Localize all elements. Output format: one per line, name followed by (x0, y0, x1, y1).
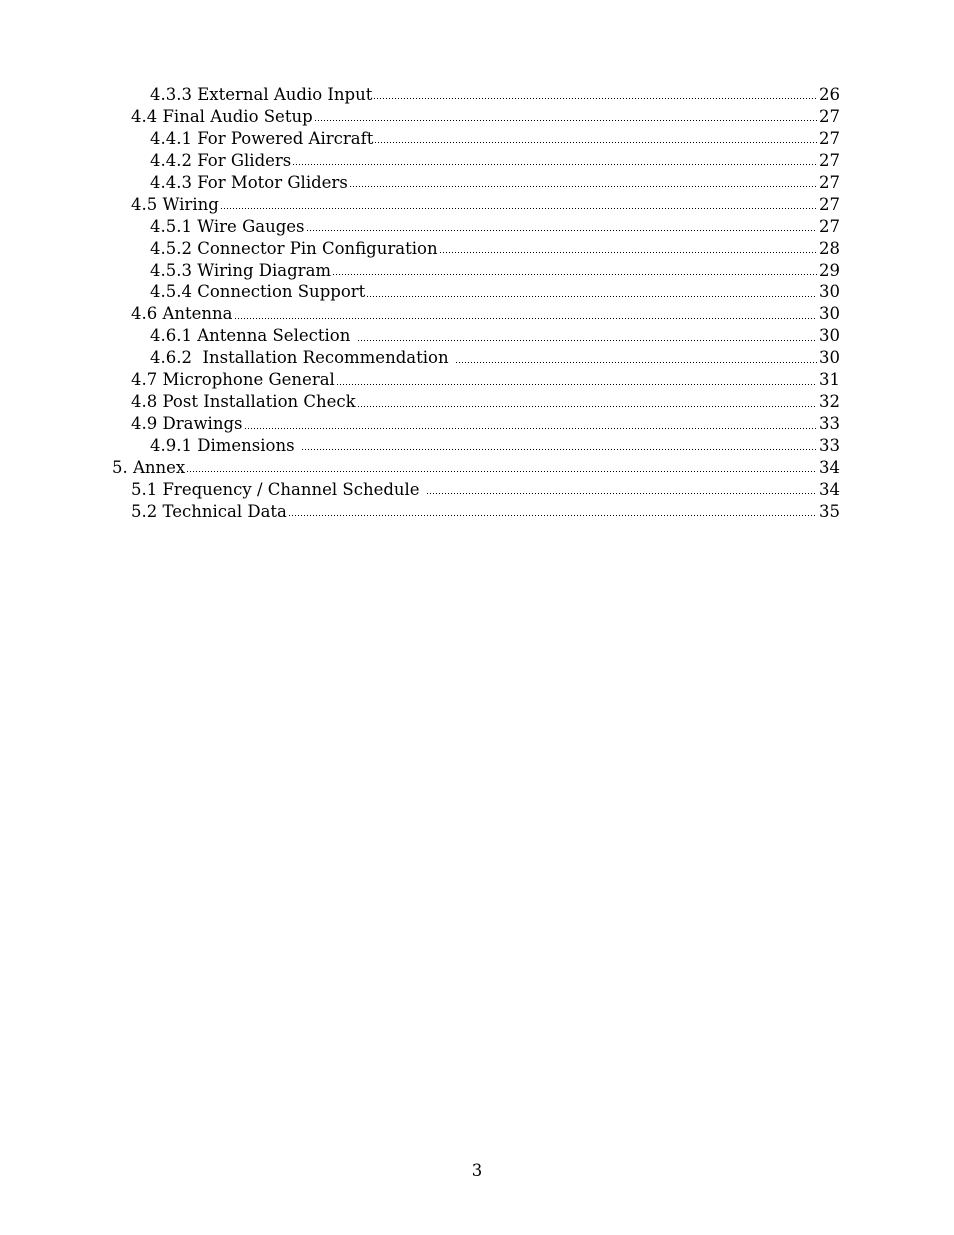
toc-dot-leader (244, 426, 818, 430)
toc-entry-title: 4.6 Antenna (131, 304, 233, 324)
toc-dot-leader (186, 470, 817, 474)
toc-dot-leader (234, 316, 817, 320)
toc-entry[interactable] (0, 435, 954, 457)
toc-entry[interactable] (0, 369, 954, 391)
toc-entry[interactable] (0, 457, 954, 479)
toc-entry-page: 35 (819, 501, 840, 521)
toc-dot-leader (314, 119, 817, 123)
toc-entry-title: 5.1 Frequency / Channel Schedule (131, 479, 425, 499)
toc-entry[interactable] (0, 150, 954, 172)
toc-entry[interactable] (0, 303, 954, 325)
toc-entry-title: 4.4.2 For Gliders (150, 150, 292, 170)
toc-entry[interactable] (0, 347, 954, 369)
toc-entry-title: 4.4 Final Audio Setup (131, 106, 313, 126)
toc-entry-page: 32 (819, 392, 840, 412)
toc-entry-title: 4.4.1 For Powered Aircraft (150, 128, 374, 148)
toc-dot-leader (332, 272, 817, 276)
toc-entry-title: 4.6.1 Antenna Selection (150, 326, 356, 346)
toc-dot-leader (374, 141, 817, 145)
toc-entry[interactable] (0, 391, 954, 413)
toc-entry[interactable] (0, 172, 954, 194)
toc-entry[interactable] (0, 479, 954, 501)
toc-entry-title: 4.5.1 Wire Gauges (150, 216, 305, 236)
toc-entry-page: 27 (819, 194, 840, 214)
toc-dot-leader (357, 338, 817, 342)
toc-entry[interactable] (0, 216, 954, 238)
toc-entry-page: 30 (819, 348, 840, 368)
toc-dot-leader (301, 448, 817, 452)
toc-entry[interactable] (0, 128, 954, 150)
toc-entry-title: 4.9.1 Dimensions (150, 436, 300, 455)
toc-entry-page: 34 (819, 457, 840, 477)
toc-entry-page: 27 (819, 172, 840, 192)
toc-entry-title: 4.7 Microphone General (131, 370, 335, 390)
toc-entry[interactable] (0, 84, 954, 106)
toc-entry[interactable] (0, 501, 954, 523)
toc-entry-page: 30 (819, 282, 840, 302)
toc-dot-leader (455, 360, 817, 364)
toc-entry[interactable] (0, 413, 954, 435)
toc-entry-page: 33 (819, 436, 840, 455)
toc-dot-leader (349, 185, 817, 189)
toc-entry-title: 5. Annex (112, 457, 186, 477)
toc-dot-leader (439, 251, 817, 255)
toc-entry-page: 28 (819, 238, 840, 258)
toc-entry-title: 5.2 Technical Data (131, 501, 287, 521)
toc-entry[interactable] (0, 325, 954, 347)
toc-dot-leader (426, 492, 817, 496)
toc-entry-page: 26 (819, 85, 840, 104)
toc-entry-page: 27 (819, 106, 840, 126)
toc-entry-title: 4.9 Drawings (131, 414, 243, 434)
toc-dot-leader (306, 229, 817, 233)
toc-dot-leader (366, 294, 817, 298)
toc-entry-page: 33 (819, 414, 840, 434)
toc-entry-title: 4.3.3 External Audio Input (150, 85, 373, 104)
toc-entry-page: 29 (819, 260, 840, 280)
toc-entry-title: 4.5.3 Wiring Diagram (150, 260, 332, 280)
toc-entry-title: 4.5.4 Connection Support (150, 282, 366, 302)
toc-entry-page: 30 (819, 304, 840, 324)
toc-entry-title: 4.5.2 Connector Pin Configuration (150, 238, 438, 258)
toc-dot-leader (220, 207, 817, 211)
toc-entry[interactable] (0, 281, 954, 303)
table-of-contents (0, 84, 954, 523)
toc-entry-page: 27 (819, 128, 840, 148)
toc-dot-leader (357, 404, 817, 408)
toc-entry[interactable] (0, 106, 954, 128)
toc-entry-page: 27 (819, 216, 840, 236)
toc-entry-page: 34 (819, 479, 840, 499)
toc-dot-leader (292, 163, 817, 167)
toc-entry-title: 4.4.3 For Motor Gliders (150, 172, 348, 192)
toc-entry-title: 4.6.2 Installation Recommendation (150, 348, 454, 368)
toc-entry-page: 31 (819, 370, 840, 390)
toc-entry-title: 4.5 Wiring (131, 194, 219, 214)
toc-entry[interactable] (0, 238, 954, 260)
toc-dot-leader (336, 382, 817, 386)
toc-dot-leader (288, 514, 817, 518)
toc-entry[interactable] (0, 260, 954, 282)
toc-dot-leader (373, 97, 817, 101)
toc-entry[interactable] (0, 194, 954, 216)
toc-entry-page: 27 (819, 150, 840, 170)
toc-entry-page: 30 (819, 326, 840, 346)
toc-entry-title: 4.8 Post Installation Check (131, 392, 356, 412)
page-number: 3 (471, 1161, 483, 1180)
